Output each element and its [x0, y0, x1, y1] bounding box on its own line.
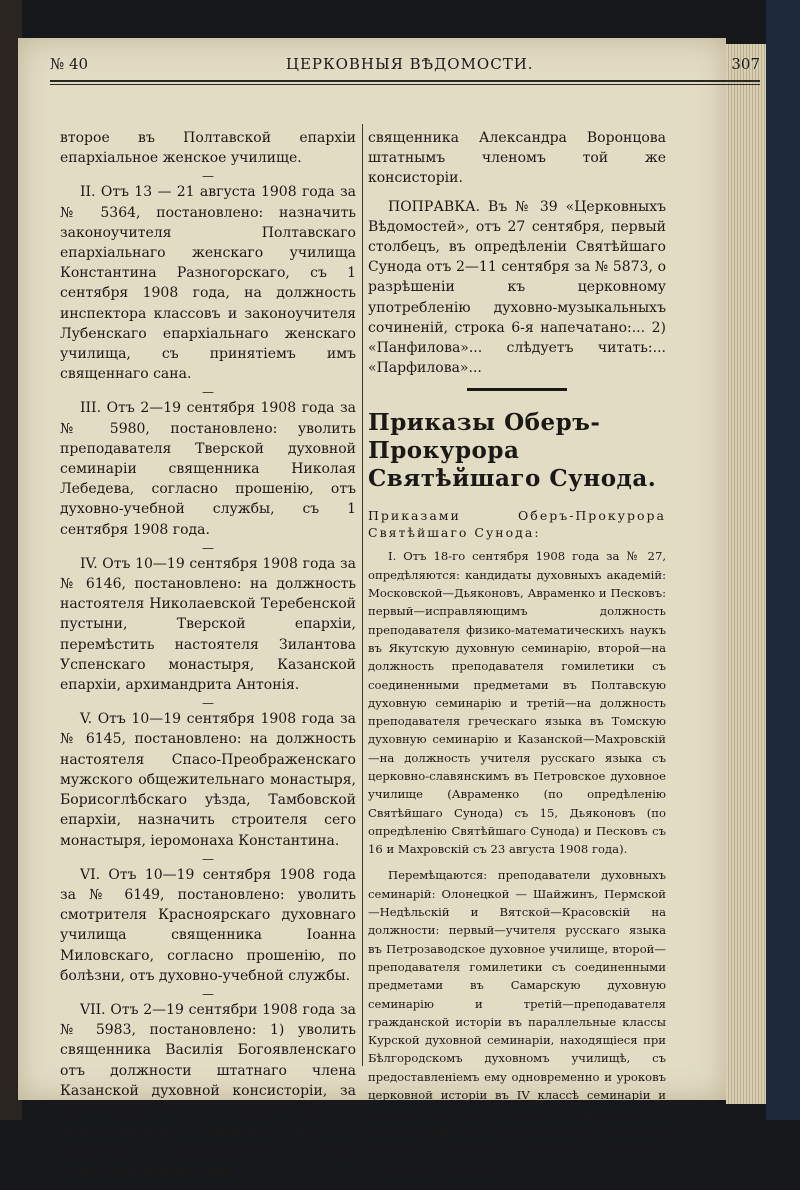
paragraph: Перемѣщаются: преподаватели духовныхъ семинарій: Олонецкой — Шайжинъ, Пермской—Недѣльскій и Вятской—Красовскій на должности: первый—учителя русскаго языка въ Петрозаводское духовное училище, второй—преподавателя гомилетики съ соединенными предметами въ Самарскую духовную семинарію и третій—преподавателя гражданской исторіи въ параллельные классы Курской духовной семинаріи, находящіеся при Бѣлгородскомъ духовномъ училищѣ, съ предоставленіемъ ему одновременно и уроковъ церковной исторіи въ IV классѣ семинаріи и краткой русской исторіи, церковной и гражданской въ Бѣлгородскомъ духовномъ училищѣ; учители духовныхъ училищъ: Угличскаго—Чижовъ,: [368, 868, 666, 1176]
left-column: [60, 128, 356, 1190]
page-edges: [726, 44, 766, 1104]
right-column: [368, 128, 666, 1186]
paragraph: IV. Отъ 10—19 сентября 1908 года за № 6146, постановлено: на должность настоятеля Николаевской Теребенской пустыни, Тверской епархіи, перемѣстить настоятеля Зилантова Успенскаго монастыря, Казанской епархіи, архимандрита Антонія.: [60, 555, 356, 694]
publication-title: ЦЕРКОВНЫЯ ВѢДОМОСТИ.: [285, 55, 534, 73]
divider-dash: —: [202, 851, 214, 866]
paragraph: священника Александра Воронцова штатнымъ членомъ той же консисторіи.: [368, 130, 666, 187]
divider-dash: —: [202, 385, 214, 400]
issue-number: № 40: [50, 55, 89, 73]
book-cover-edge: [766, 0, 800, 1120]
section-intro: Приказами Оберъ-Прокурора Святѣйшаго Сунода:: [368, 508, 666, 541]
page-header: [50, 52, 760, 76]
section-heading: Приказы Оберъ-Прокурора Святѣйшаго Сунода.: [368, 409, 657, 493]
header-rule-thin: [50, 84, 760, 85]
divider-dash: —: [202, 696, 214, 711]
divider-dash: —: [202, 986, 214, 1001]
paragraph: V. Отъ 10—19 сентября 1908 года за № 6145, постановлено: на должность настоятеля Спасо-Преображенскаго мужского общежительнаго монастыря, Борисоглѣбскаго уѣзда, Тамбовской епархіи, назначить строителя сего монастыря, іеромонаха Константина.: [60, 711, 356, 849]
section-rule: [467, 388, 567, 391]
divider-dash: —: [202, 540, 214, 555]
paragraph: I. Отъ 18-го сентября 1908 года за № 27, опредѣляются: кандидаты духовныхъ академій: Московской—Дьяконовъ, Авраменко и Песковъ: первый—исправляющимъ должность преподавателя физико-математическихъ наукъ въ Якутскую духовную семинарію, второй—на должность преподавателя гомилетики съ соединенными предметами въ Полтавскую духовную семинарію и третій—на должность преподавателя греческаго языка въ Томскую духовную семинарію и Казанской—Махровскій—на должность учителя русскаго языка съ церковно-славянскимъ въ Петровское духовное училище (Авраменко (по опредѣленію Святѣйшаго Сунода) съ 15, Дьяконовъ (по опредѣленію Святѣйшаго Сунода) и Песковъ съ 16 и Махровскій съ 23 августа 1908 года).: [368, 549, 666, 857]
paragraph: II. Отъ 13 — 21 августа 1908 года за № 5364, постановлено: назначить законоучителя Полтавскаго епархіальнаго женскаго училища Константина Разногорскаго, съ 1 сентября 1908 года, на должность инспектора классовъ и законоучителя Лубенскаго епархіальнаго женскаго училища, съ принятіемъ имъ священнаго сана.: [60, 184, 356, 383]
header-rule: [50, 80, 760, 82]
column-separator: [362, 124, 363, 1066]
correction-notice: ПОПРАВКА. Въ № 39 «Церковныхъ Вѣдомостей», отъ 27 сентября, первый столбецъ, въ опредѣленіи Святѣйшаго Сунода отъ 2—11 сентября за № 5873, о разрѣшеніи къ церковному употребленію духовно-музыкальныхъ сочиненій, строка 6-я напечатано:... 2) «Панфилова»... слѣдуетъ читать:... «Парфилова»...: [368, 198, 666, 377]
paragraph: второе въ Полтавской епархіи епархіальное женское училище.: [60, 130, 356, 167]
divider-dash: —: [202, 169, 214, 184]
page-number: 307: [731, 55, 760, 73]
paragraph: III. Отъ 2—19 сентября 1908 года за № 5980, постановлено: уволить преподавателя Тверской духовной семинаріи священника Николая Лебедева, согласно прошенію, отъ духовно-учебной службы, съ 1 сентября 1908 года.: [60, 400, 356, 538]
paragraph: VII. Отъ 2—19 сентябри 1908 года за № 5983, постановлено: 1) уволить священника Василія Богоявленскаго отъ должности штатнаго члена Казанской духовной консисторіи, за переходомъ его на службу въ С.-Петербургскую епархію, и 2) назначить сверхштатнаго члена названной консисторіи: [60, 1001, 356, 1180]
paragraph: VI. Отъ 10—19 сентября 1908 года за № 6149, постановлено: уволить смотрителя Красноярскаго духовнаго училища священника Іоанна Миловскаго, согласно прошенію, по болѣзни, отъ духовно-учебной службы.: [60, 866, 356, 984]
